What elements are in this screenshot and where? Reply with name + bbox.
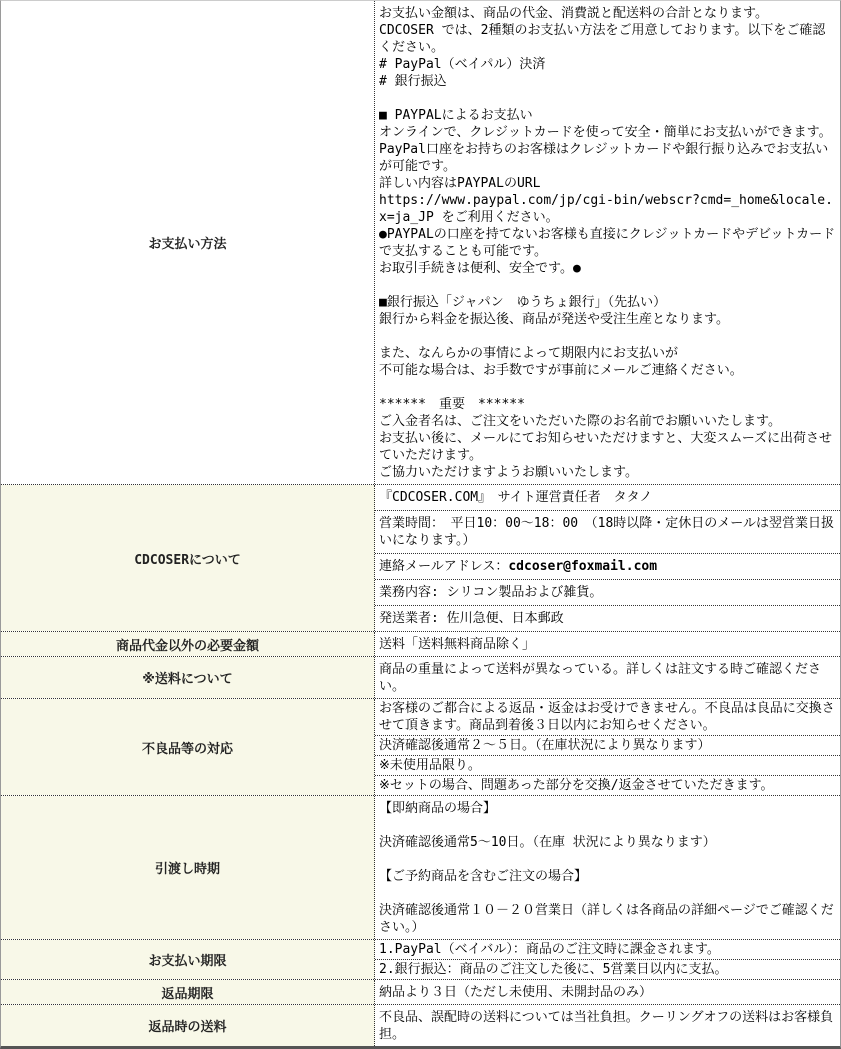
row-header-payment-method: お支払い方法 <box>1 1 375 484</box>
table-row-payment-method <box>1 1 840 485</box>
text-line: お客様のご都合による返品・返金はお受けできません。不良品は良品に交換させて頂きます。商品到着後３日以内にお知らせください。 <box>379 701 835 733</box>
table-row-defective-items <box>1 699 840 796</box>
text-line: https://www.paypal.com/jp/cgi-bin/webscr?cmd=_home&locale.x=ja_JP をご利用ください。 <box>379 193 833 225</box>
row-content-shipping-note <box>375 657 840 698</box>
text-line: お支払い後に、メールにてお知らせいただけますと、大変スムーズに出荷させていただけます。 <box>379 431 833 463</box>
text-line: また、なんらかの事情によって期限内にお支払いが <box>379 346 679 361</box>
text-line: # 銀行振込 <box>379 74 447 89</box>
content-cell <box>375 980 840 1004</box>
text-line: ご入金者名は、ご注文をいただいた際のお名前でお願いいたします。 <box>379 414 781 429</box>
text-line: ●PAYPALの口座を持てないお客様も直接にクレジットカードやデビットカードで支払することも可能です。 <box>379 227 836 259</box>
row-header-return-shipping: 返品時の送料 <box>1 1005 375 1046</box>
row-content-payment-deadline <box>375 940 840 979</box>
text-line: 納品より３日（ただし未使用、未開封品のみ） <box>379 985 653 1000</box>
content-cell <box>375 776 840 795</box>
row-content-return-deadline <box>375 980 840 1004</box>
content-cell <box>375 736 840 756</box>
text-line: ※セットの場合、問題あった部分を交換/返金させていただきます。 <box>379 778 774 793</box>
text-line <box>379 90 836 107</box>
text-line: 『CDCOSER.COM』 サイト運営責任者 タタノ <box>379 490 653 505</box>
text-line: 商品の重量によって送料が異なっている。詳しくは註文する時ご確認ください。 <box>379 662 822 694</box>
text-line: 詳しい内容はPAYPALのURL <box>379 176 541 191</box>
text-line: ****** 重要 ****** <box>379 397 525 412</box>
content-cell <box>375 1 840 484</box>
row-content-return-shipping <box>375 1005 840 1046</box>
text-line: 決済確認後通常5～10日。（在庫 状況により異なります） <box>379 835 716 850</box>
text-line: 不良品、誤配時の送料については当社負担。クーリングオフの送料はお客様負担。 <box>379 1010 834 1042</box>
content-cell <box>375 485 840 511</box>
content-cell <box>375 606 840 631</box>
content-cell <box>375 554 840 580</box>
content-cell <box>375 1005 840 1046</box>
content-cell <box>375 511 840 554</box>
text-line: お取引手続きは便利、安全です。● <box>379 261 581 276</box>
text-line: ご協力いただけますようお願いいたします。 <box>379 465 638 480</box>
table-row-shipping-note <box>1 657 840 699</box>
content-cell <box>375 580 840 606</box>
text-segment: 連絡メールアドレス： <box>379 559 509 574</box>
row-header-extra-fees: 商品代金以外の必要金額 <box>1 632 375 656</box>
table-row-return-shipping <box>1 1005 840 1046</box>
text-line: お支払い金額は、商品の代金、消費説と配送料の合計となります。 <box>379 6 768 21</box>
content-cell <box>375 940 840 960</box>
text-line: 発送業者: 佐川急便、日本郵政 <box>379 611 564 626</box>
row-header-defective-items: 不良品等の対応 <box>1 699 375 795</box>
text-line: ■ PAYPALによるお支払い <box>379 108 533 123</box>
row-header-payment-deadline: お支払い期限 <box>1 940 375 979</box>
contact-email: cdcoser@foxmail.com <box>508 559 658 574</box>
content-cell <box>375 756 840 776</box>
row-header-shipping-note: ※送料について <box>1 657 375 698</box>
table-row-payment-deadline <box>1 940 840 980</box>
text-line: PayPal口座をお持ちのお客様はクレジットカードや銀行振り込みでお支払いが可能です。 <box>379 142 829 174</box>
table-row-about-cdcoser <box>1 485 840 632</box>
text-line: 【即納商品の場合】 <box>379 801 497 816</box>
table-row-extra-fees <box>1 632 840 657</box>
row-content-extra-fees <box>375 632 840 656</box>
text-line <box>379 328 836 345</box>
content-cell <box>375 699 840 736</box>
content-cell <box>375 632 840 656</box>
text-line: # PayPal（ベイパル）決済 <box>379 57 546 72</box>
content-cell <box>375 960 840 979</box>
table-row-return-deadline <box>1 980 840 1005</box>
text-line: 営業時間： 平日10：00～18：00 （18時以降・定休日のメールは翌営業日扱いになります。） <box>379 516 835 548</box>
text-line: オンラインで、クレジットカードを使って安全・簡単にお支払いができます。 <box>379 125 832 140</box>
text-line: ※未使用品限り。 <box>379 758 481 773</box>
text-line: 業務内容: シリコン製品および雑貨。 <box>379 585 603 600</box>
text-line: 2.銀行振込：商品のご注文した後に、5営業日以内に支払。 <box>379 962 728 977</box>
text-line <box>379 817 836 834</box>
text-line: 不可能な場合は、お手数ですが事前にメールご連絡ください。 <box>379 363 743 378</box>
text-line: 送料「送料無料商品除く」 <box>379 637 536 652</box>
row-header-delivery-time: 引渡し時期 <box>1 796 375 939</box>
text-line: 決済確認後通常１０－２０営業日（詳しくは各商品の詳細ページでご確認ください。） <box>379 903 834 935</box>
content-cell <box>375 657 840 698</box>
text-line <box>379 885 836 902</box>
text-line: CDCOSER では、2種類のお支払い方法をご用意しております。以下をご確認ください。 <box>379 23 826 55</box>
row-content-defective-items <box>375 699 840 795</box>
table-row-delivery-time <box>1 796 840 940</box>
row-content-about-cdcoser <box>375 485 840 631</box>
text-line: ■銀行振込「ジャパン ゆうちょ銀行」（先払い） <box>379 295 667 310</box>
text-line <box>379 379 836 396</box>
text-line: 1.PayPal（ベイバル）：商品のご注文時に課金されます。 <box>379 942 720 957</box>
text-line <box>379 277 836 294</box>
text-line: 銀行から料金を振込後、商品が発送や受注生産となります。 <box>379 312 729 327</box>
text-line <box>379 851 836 868</box>
contact-email-line <box>379 558 836 575</box>
row-header-about-cdcoser: CDCOSERについて <box>1 485 375 631</box>
text-line: 【ご予約商品を含むご注文の場合】 <box>379 869 588 884</box>
text-line: 決済確認後通常２～５日。（在庫状況により異なります） <box>379 738 711 753</box>
row-content-payment-method <box>375 1 840 484</box>
row-header-return-deadline: 返品期限 <box>1 980 375 1004</box>
